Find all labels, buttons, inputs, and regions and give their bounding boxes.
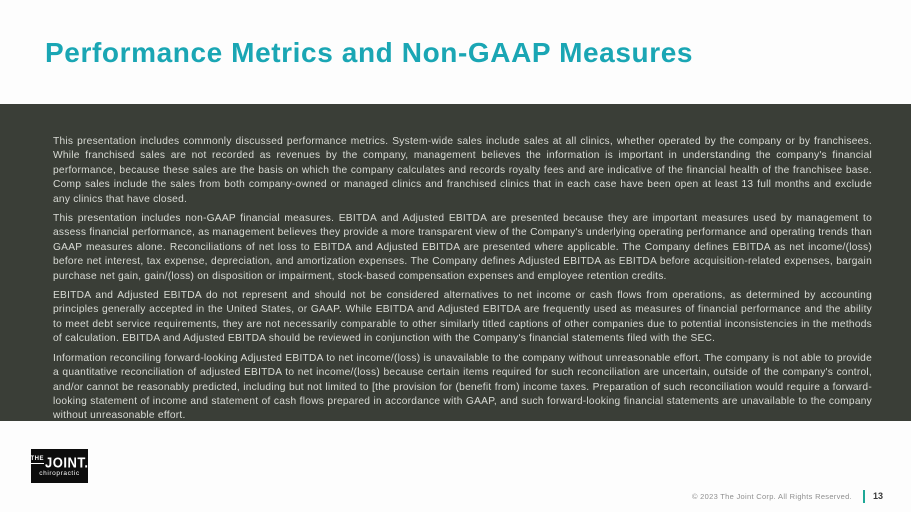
page-number-divider (863, 490, 865, 503)
logo-joint-text: JOINT. (45, 453, 89, 472)
page-title: Performance Metrics and Non-GAAP Measures (45, 37, 694, 68)
slide-header (45, 38, 881, 69)
slide-footer (692, 488, 883, 504)
disclaimer-paragraph-performance-metrics: This presentation includes commonly discussed performance metrics. System-wide sales include sales at all clinics, whether operated by the company or by franchisees. While franchised sales are not recorded as revenues by the company, management believes the information is important in understanding the company's financial performance, because these sales are the basis on which the company calculates and records royalty fees and are indicative of the financial health of the franchisee base. Comp sales include the sales from both company-owned or managed clinics and franchised clinics that in each case have been open at least 13 full months and exclude any clinics that have closed. (53, 136, 872, 205)
disclaimer-paragraph-non-gaap-measures: This presentation includes non-GAAP financial measures. EBITDA and Adjusted EBITDA are presented because they are important measures used by management to assess financial performance, as management believes they provide a more transparent view of the Company's underlying operating performance and operating trends than GAAP measures alone. Reconciliations of net loss to EBITDA and Adjusted EBITDA are presented where applicable. The Company defines EBITDA as net income/(loss) before net interest, tax expense, depreciation, and amortization expenses. The Company defines Adjusted EBITDA as EBITDA before acquisition-related expenses, bargain purchase net gain, gain/(loss) on disposition or impairment, stock-based compensation expenses and employee retention credits. (53, 213, 872, 282)
the-joint-chiropractic-logo (31, 449, 88, 483)
disclaimer-panel (0, 104, 911, 421)
logo-chiropractic-text: chiropractic (39, 470, 80, 477)
logo-the-text: THE (30, 456, 45, 462)
disclaimer-paragraph-forward-looking: Information reconciling forward-looking Adjusted EBITDA to net income/(loss) is unavailable to the company without unreasonable effort. The company is not able to provide a quantitative reconciliation of adjusted EBITDA to net income/(loss) because certain items required for such reconciliation are uncertain, outside of the company's control, and/or cannot be reasonably predicted, including but not limited to [the provision for (benefit from) income taxes. Preparation of such reconciliation would require a forward-looking statement of income and statement of cash flows prepared in accordance with GAAP, and such forward-looking financial statements are unavailable to the company without unreasonable effort. (53, 352, 872, 422)
page-number: 13 (872, 491, 883, 501)
copyright-text: © 2023 The Joint Corp. All Rights Reserved. (691, 491, 852, 501)
logo-wordmark (30, 453, 89, 472)
disclaimer-paragraph-ebitda-limitations: EBITDA and Adjusted EBITDA do not represent and should not be considered alternatives to net income or cash flows from operations, as determined by accounting principles generally accepted in the United States, or GAAP. While EBITDA and Adjusted EBITDA are frequently used as measures of financial performance and the ability to meet debt service requirements, they are not necessarily comparable to other similarly titled captions of other companies due to potential inconsistencies in the methods of calculation. EBITDA and Adjusted EBITDA should be reviewed in conjunction with the Company's financial statements filed with the SEC. (53, 290, 872, 345)
